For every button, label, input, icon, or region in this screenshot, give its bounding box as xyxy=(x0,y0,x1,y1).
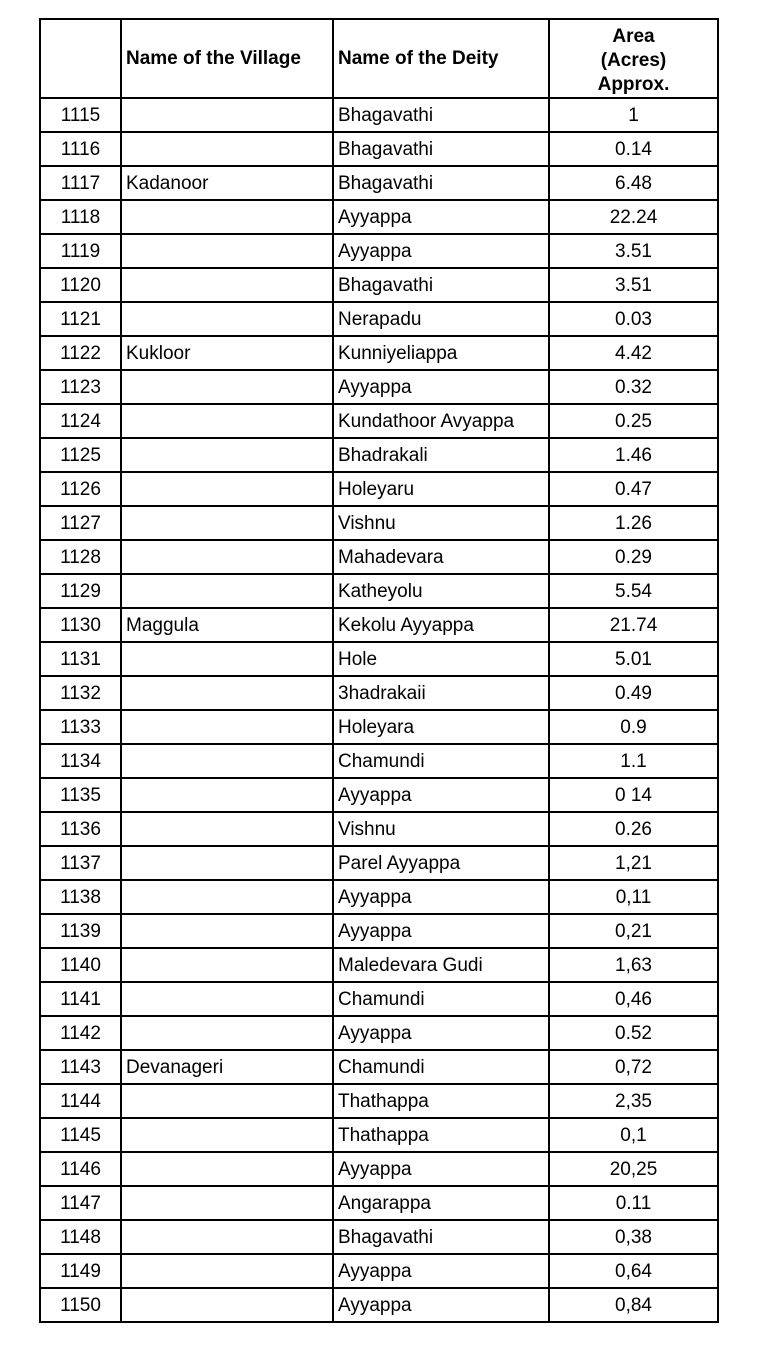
serial-number-cell: 1116 xyxy=(40,132,121,166)
village-name-cell xyxy=(121,676,333,710)
deity-name-cell: Bhagavathi xyxy=(333,166,549,200)
area-cell: 0.03 xyxy=(549,302,718,336)
area-cell: 0,64 xyxy=(549,1254,718,1288)
table-row xyxy=(40,914,718,948)
deity-name-cell: Kekolu Ayyappa xyxy=(333,608,549,642)
table-row xyxy=(40,1288,718,1322)
table-row xyxy=(40,812,718,846)
table-row xyxy=(40,1084,718,1118)
serial-number-cell: 1144 xyxy=(40,1084,121,1118)
village-name-cell xyxy=(121,574,333,608)
deity-name-cell: Bhagavathi xyxy=(333,1220,549,1254)
table-row xyxy=(40,1220,718,1254)
serial-number-cell: 1138 xyxy=(40,880,121,914)
table-row xyxy=(40,744,718,778)
area-cell: 21.74 xyxy=(549,608,718,642)
table-row xyxy=(40,472,718,506)
area-cell: 5.54 xyxy=(549,574,718,608)
serial-number-cell: 1149 xyxy=(40,1254,121,1288)
table-row xyxy=(40,982,718,1016)
deity-name-cell: Ayyappa xyxy=(333,1152,549,1186)
deity-name-cell: Maledevara Gudi xyxy=(333,948,549,982)
area-cell: 1,63 xyxy=(549,948,718,982)
table-row xyxy=(40,166,718,200)
header-serial-number xyxy=(40,19,121,98)
table-row xyxy=(40,404,718,438)
area-cell: 0.9 xyxy=(549,710,718,744)
village-name-cell xyxy=(121,404,333,438)
village-name-cell xyxy=(121,914,333,948)
area-cell: 4.42 xyxy=(549,336,718,370)
area-cell: 0,1 xyxy=(549,1118,718,1152)
deity-name-cell: Chamundi xyxy=(333,1050,549,1084)
area-cell: 0,38 xyxy=(549,1220,718,1254)
table-row xyxy=(40,948,718,982)
area-cell: 3.51 xyxy=(549,234,718,268)
village-name-cell xyxy=(121,370,333,404)
serial-number-cell: 1130 xyxy=(40,608,121,642)
village-name-cell xyxy=(121,1220,333,1254)
deity-name-cell: Nerapadu xyxy=(333,302,549,336)
village-name-cell xyxy=(121,1084,333,1118)
table-row xyxy=(40,98,718,132)
village-name-cell xyxy=(121,948,333,982)
serial-number-cell: 1134 xyxy=(40,744,121,778)
area-cell: 6.48 xyxy=(549,166,718,200)
village-name-cell xyxy=(121,506,333,540)
header-area xyxy=(549,19,718,98)
serial-number-cell: 1120 xyxy=(40,268,121,302)
village-name-cell xyxy=(121,98,333,132)
area-cell: 1.26 xyxy=(549,506,718,540)
village-name-cell xyxy=(121,200,333,234)
deity-name-cell: Bhagavathi xyxy=(333,268,549,302)
area-cell: 0,46 xyxy=(549,982,718,1016)
deity-name-cell: Chamundi xyxy=(333,744,549,778)
area-cell: 20,25 xyxy=(549,1152,718,1186)
serial-number-cell: 1142 xyxy=(40,1016,121,1050)
area-cell: 1,21 xyxy=(549,846,718,880)
deity-name-cell: Ayyappa xyxy=(333,880,549,914)
area-cell: 5.01 xyxy=(549,642,718,676)
serial-number-cell: 1121 xyxy=(40,302,121,336)
deity-name-cell: Parel Ayyappa xyxy=(333,846,549,880)
deity-land-table xyxy=(39,18,719,1323)
area-cell: 0 14 xyxy=(549,778,718,812)
serial-number-cell: 1145 xyxy=(40,1118,121,1152)
village-name-cell xyxy=(121,846,333,880)
deity-name-cell: Angarappa xyxy=(333,1186,549,1220)
area-cell: 0.52 xyxy=(549,1016,718,1050)
deity-name-cell: Ayyappa xyxy=(333,1016,549,1050)
table-row xyxy=(40,438,718,472)
area-cell: 0,11 xyxy=(549,880,718,914)
deity-name-cell: Vishnu xyxy=(333,506,549,540)
village-name-cell: Devanageri xyxy=(121,1050,333,1084)
area-cell: 22.24 xyxy=(549,200,718,234)
area-cell: 0,72 xyxy=(549,1050,718,1084)
table-row xyxy=(40,506,718,540)
serial-number-cell: 1146 xyxy=(40,1152,121,1186)
village-name-cell xyxy=(121,302,333,336)
serial-number-cell: 1119 xyxy=(40,234,121,268)
serial-number-cell: 1127 xyxy=(40,506,121,540)
village-name-cell xyxy=(121,710,333,744)
deity-name-cell: Vishnu xyxy=(333,812,549,846)
serial-number-cell: 1123 xyxy=(40,370,121,404)
serial-number-cell: 1129 xyxy=(40,574,121,608)
village-name-cell xyxy=(121,1152,333,1186)
serial-number-cell: 1141 xyxy=(40,982,121,1016)
area-cell: 0.14 xyxy=(549,132,718,166)
serial-number-cell: 1140 xyxy=(40,948,121,982)
deity-name-cell: Chamundi xyxy=(333,982,549,1016)
deity-name-cell: Mahadevara xyxy=(333,540,549,574)
village-name-cell xyxy=(121,812,333,846)
serial-number-cell: 1115 xyxy=(40,98,121,132)
serial-number-cell: 1135 xyxy=(40,778,121,812)
serial-number-cell: 1143 xyxy=(40,1050,121,1084)
deity-name-cell: Holeyaru xyxy=(333,472,549,506)
area-cell: 0,84 xyxy=(549,1288,718,1322)
table-row xyxy=(40,608,718,642)
serial-number-cell: 1124 xyxy=(40,404,121,438)
table-header xyxy=(40,19,718,98)
deity-name-cell: Katheyolu xyxy=(333,574,549,608)
serial-number-cell: 1139 xyxy=(40,914,121,948)
area-cell: 0.11 xyxy=(549,1186,718,1220)
header-deity-name: Name of the Deity xyxy=(333,19,549,98)
village-name-cell xyxy=(121,982,333,1016)
header-area-line: Area xyxy=(612,26,655,47)
table-row xyxy=(40,1152,718,1186)
village-name-cell xyxy=(121,234,333,268)
deity-name-cell: Ayyappa xyxy=(333,200,549,234)
village-name-cell xyxy=(121,438,333,472)
table-row xyxy=(40,1186,718,1220)
deity-name-cell: Kunniyeliappa xyxy=(333,336,549,370)
table-row xyxy=(40,336,718,370)
area-cell: 0.25 xyxy=(549,404,718,438)
deity-name-cell: Bhagavathi xyxy=(333,132,549,166)
deity-name-cell: Bhadrakali xyxy=(333,438,549,472)
area-cell: 0.47 xyxy=(549,472,718,506)
village-name-cell xyxy=(121,1288,333,1322)
area-cell: 2,35 xyxy=(549,1084,718,1118)
village-name-cell xyxy=(121,778,333,812)
header-row xyxy=(40,19,718,98)
village-name-cell xyxy=(121,540,333,574)
table-row xyxy=(40,1016,718,1050)
village-name-cell xyxy=(121,1118,333,1152)
deity-name-cell: Hole xyxy=(333,642,549,676)
serial-number-cell: 1147 xyxy=(40,1186,121,1220)
deity-name-cell: Bhagavathi xyxy=(333,98,549,132)
table-row xyxy=(40,132,718,166)
deity-name-cell: Ayyappa xyxy=(333,234,549,268)
deity-name-cell: Ayyappa xyxy=(333,1254,549,1288)
serial-number-cell: 1118 xyxy=(40,200,121,234)
village-name-cell xyxy=(121,132,333,166)
table-row xyxy=(40,846,718,880)
area-cell: 1.46 xyxy=(549,438,718,472)
area-cell: 1 xyxy=(549,98,718,132)
serial-number-cell: 1126 xyxy=(40,472,121,506)
village-name-cell xyxy=(121,642,333,676)
deity-name-cell: Thathappa xyxy=(333,1084,549,1118)
serial-number-cell: 1122 xyxy=(40,336,121,370)
table-row xyxy=(40,302,718,336)
area-cell: 3.51 xyxy=(549,268,718,302)
table-row xyxy=(40,574,718,608)
deity-name-cell: Kundathoor Avyappa xyxy=(333,404,549,438)
table-row xyxy=(40,234,718,268)
table-body xyxy=(40,98,718,1322)
serial-number-cell: 1137 xyxy=(40,846,121,880)
table-row xyxy=(40,880,718,914)
area-cell: 0,21 xyxy=(549,914,718,948)
village-name-cell xyxy=(121,1016,333,1050)
header-village-name: Name of the Village xyxy=(121,19,333,98)
table-row xyxy=(40,676,718,710)
village-name-cell xyxy=(121,1186,333,1220)
serial-number-cell: 1131 xyxy=(40,642,121,676)
serial-number-cell: 1132 xyxy=(40,676,121,710)
village-name-cell: Kadanoor xyxy=(121,166,333,200)
serial-number-cell: 1148 xyxy=(40,1220,121,1254)
area-cell: 0.32 xyxy=(549,370,718,404)
table-row xyxy=(40,1118,718,1152)
serial-number-cell: 1133 xyxy=(40,710,121,744)
deity-name-cell: 3hadrakaii xyxy=(333,676,549,710)
area-cell: 1.1 xyxy=(549,744,718,778)
table-row xyxy=(40,268,718,302)
area-cell: 0.49 xyxy=(549,676,718,710)
village-name-cell xyxy=(121,744,333,778)
table-row xyxy=(40,778,718,812)
deity-name-cell: Ayyappa xyxy=(333,1288,549,1322)
table-row xyxy=(40,540,718,574)
serial-number-cell: 1128 xyxy=(40,540,121,574)
table-row xyxy=(40,710,718,744)
serial-number-cell: 1150 xyxy=(40,1288,121,1322)
area-cell: 0.29 xyxy=(549,540,718,574)
deity-name-cell: Ayyappa xyxy=(333,914,549,948)
serial-number-cell: 1117 xyxy=(40,166,121,200)
village-name-cell xyxy=(121,880,333,914)
deity-name-cell: Thathappa xyxy=(333,1118,549,1152)
village-name-cell: Kukloor xyxy=(121,336,333,370)
village-name-cell xyxy=(121,1254,333,1288)
area-cell: 0.26 xyxy=(549,812,718,846)
deity-name-cell: Ayyappa xyxy=(333,778,549,812)
table-row xyxy=(40,1050,718,1084)
header-area-line: Approx. xyxy=(597,74,670,95)
serial-number-cell: 1125 xyxy=(40,438,121,472)
table-row xyxy=(40,370,718,404)
deity-name-cell: Holeyara xyxy=(333,710,549,744)
village-name-cell xyxy=(121,268,333,302)
table-row xyxy=(40,200,718,234)
table-row xyxy=(40,1254,718,1288)
deity-name-cell: Ayyappa xyxy=(333,370,549,404)
serial-number-cell: 1136 xyxy=(40,812,121,846)
village-name-cell xyxy=(121,472,333,506)
table-row xyxy=(40,642,718,676)
village-name-cell: Maggula xyxy=(121,608,333,642)
header-area-line: (Acres) xyxy=(600,50,667,71)
